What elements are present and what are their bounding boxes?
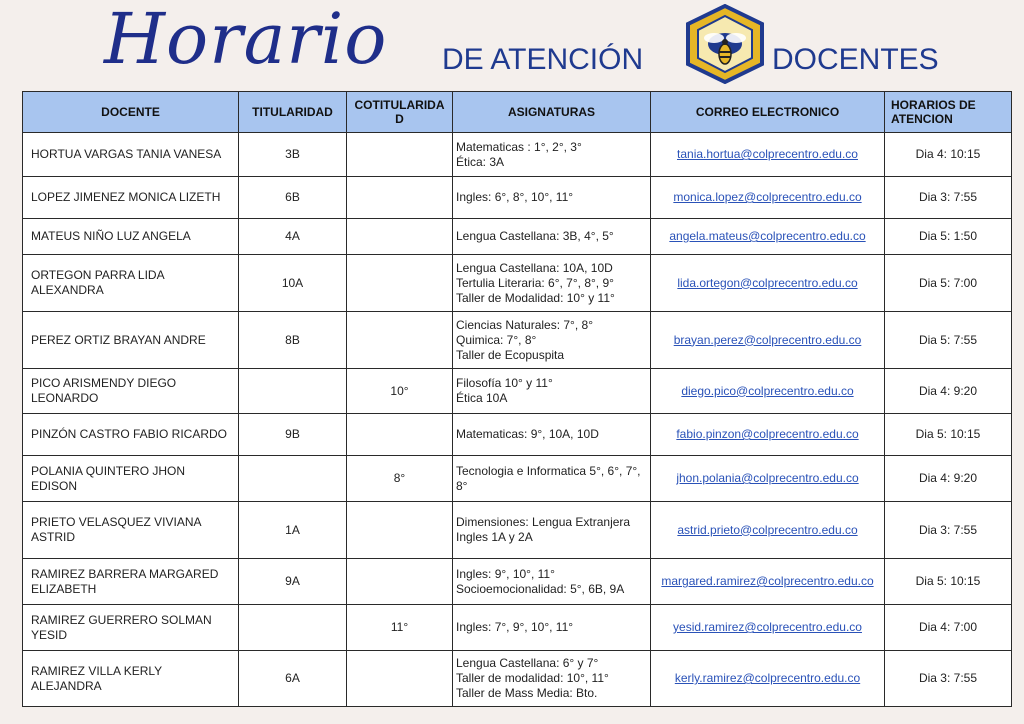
page-header	[0, 0, 1024, 90]
title-de-atencion: DE ATENCIÓN	[442, 43, 644, 76]
cell-cotitularidad	[347, 255, 453, 312]
col-header-asignaturas: ASIGNATURAS	[453, 92, 651, 133]
cell-cotitularidad	[347, 414, 453, 456]
cell-titularidad: 8B	[239, 312, 347, 369]
col-header-cotitularidad: COTITULARIDAD	[347, 92, 453, 133]
cell-horario: Dia 5: 10:15	[885, 559, 1012, 605]
cell-horario: Dia 3: 7:55	[885, 651, 1012, 707]
cell-docente: LOPEZ JIMENEZ MONICA LIZETH	[23, 177, 239, 219]
cell-cotitularidad: 11°	[347, 605, 453, 651]
cell-horario: Dia 5: 10:15	[885, 414, 1012, 456]
table-row	[23, 219, 1012, 255]
cell-docente: RAMIREZ GUERRERO SOLMAN YESID	[23, 605, 239, 651]
cell-docente: RAMIREZ BARRERA MARGARED ELIZABETH	[23, 559, 239, 605]
cell-horario: Dia 3: 7:55	[885, 177, 1012, 219]
cell-correo-link[interactable]: jhon.polania@colprecentro.edu.co	[651, 456, 885, 502]
table-row	[23, 605, 1012, 651]
cell-docente: PICO ARISMENDY DIEGO LEONARDO	[23, 369, 239, 414]
cell-titularidad: 1A	[239, 502, 347, 559]
cell-asignaturas: Ingles: 7°, 9°, 10°, 11°	[453, 605, 651, 651]
cell-titularidad: 4A	[239, 219, 347, 255]
teacher-schedule-table	[22, 91, 1012, 707]
cell-cotitularidad	[347, 502, 453, 559]
cell-cotitularidad	[347, 312, 453, 369]
table-row	[23, 255, 1012, 312]
cell-horario: Dia 4: 7:00	[885, 605, 1012, 651]
cell-correo-link[interactable]: kerly.ramirez@colprecentro.edu.co	[651, 651, 885, 707]
cell-correo-link[interactable]: angela.mateus@colprecentro.edu.co	[651, 219, 885, 255]
cell-correo-link[interactable]: brayan.perez@colprecentro.edu.co	[651, 312, 885, 369]
cell-asignaturas: Matematicas : 1°, 2°, 3° Ética: 3A	[453, 133, 651, 177]
cell-horario: Dia 5: 7:00	[885, 255, 1012, 312]
cell-docente: MATEUS NIÑO LUZ ANGELA	[23, 219, 239, 255]
cell-correo-link[interactable]: margared.ramirez@colprecentro.edu.co	[651, 559, 885, 605]
table-row	[23, 651, 1012, 707]
cell-correo-link[interactable]: tania.hortua@colprecentro.edu.co	[651, 133, 885, 177]
cell-titularidad: 9B	[239, 414, 347, 456]
table-row	[23, 559, 1012, 605]
col-header-docente: DOCENTE	[23, 92, 239, 133]
table-row	[23, 369, 1012, 414]
cell-asignaturas: Ciencias Naturales: 7°, 8° Quimica: 7°, 8° Taller de Ecopuspita	[453, 312, 651, 369]
cell-titularidad	[239, 456, 347, 502]
table-header-row	[23, 92, 1012, 133]
cell-titularidad: 9A	[239, 559, 347, 605]
col-header-horarios: HORARIOS DE ATENCION	[885, 92, 1012, 133]
col-header-titularidad: TITULARIDAD	[239, 92, 347, 133]
school-crest-bee-icon	[684, 4, 766, 84]
cell-asignaturas: Tecnologia e Informatica 5°, 6°, 7°, 8°	[453, 456, 651, 502]
cell-correo-link[interactable]: diego.pico@colprecentro.edu.co	[651, 369, 885, 414]
cell-docente: POLANIA QUINTERO JHON EDISON	[23, 456, 239, 502]
table-row	[23, 312, 1012, 369]
cell-horario: Dia 4: 9:20	[885, 456, 1012, 502]
cell-cotitularidad	[347, 559, 453, 605]
cell-titularidad	[239, 369, 347, 414]
cell-cotitularidad	[347, 219, 453, 255]
title-horario: Horario	[104, 0, 388, 80]
cell-correo-link[interactable]: monica.lopez@colprecentro.edu.co	[651, 177, 885, 219]
cell-correo-link[interactable]: astrid.prieto@colprecentro.edu.co	[651, 502, 885, 559]
cell-correo-link[interactable]: fabio.pinzon@colprecentro.edu.co	[651, 414, 885, 456]
cell-asignaturas: Dimensiones: Lengua Extranjera Ingles 1A y 2A	[453, 502, 651, 559]
cell-horario: Dia 3: 7:55	[885, 502, 1012, 559]
table-row	[23, 133, 1012, 177]
cell-cotitularidad: 8°	[347, 456, 453, 502]
cell-asignaturas: Lengua Castellana: 10A, 10D Tertulia Literaria: 6°, 7°, 8°, 9° Taller de Modalidad: 10° y 11°	[453, 255, 651, 312]
table-row	[23, 502, 1012, 559]
cell-cotitularidad	[347, 651, 453, 707]
cell-horario: Dia 4: 9:20	[885, 369, 1012, 414]
cell-docente: PEREZ ORTIZ BRAYAN ANDRE	[23, 312, 239, 369]
cell-docente: PINZÓN CASTRO FABIO RICARDO	[23, 414, 239, 456]
cell-correo-link[interactable]: yesid.ramirez@colprecentro.edu.co	[651, 605, 885, 651]
cell-titularidad: 10A	[239, 255, 347, 312]
cell-titularidad: 6A	[239, 651, 347, 707]
cell-docente: ORTEGON PARRA LIDA ALEXANDRA	[23, 255, 239, 312]
cell-cotitularidad	[347, 177, 453, 219]
cell-asignaturas: Ingles: 9°, 10°, 11° Socioemocionalidad: 5°, 6B, 9A	[453, 559, 651, 605]
table-row	[23, 414, 1012, 456]
cell-asignaturas: Ingles: 6°, 8°, 10°, 11°	[453, 177, 651, 219]
title-docentes: DOCENTES	[772, 43, 939, 76]
cell-cotitularidad	[347, 133, 453, 177]
table-row	[23, 456, 1012, 502]
cell-asignaturas: Matematicas: 9°, 10A, 10D	[453, 414, 651, 456]
cell-titularidad: 3B	[239, 133, 347, 177]
col-header-correo: CORREO ELECTRONICO	[651, 92, 885, 133]
cell-asignaturas: Lengua Castellana: 3B, 4°, 5°	[453, 219, 651, 255]
cell-titularidad: 6B	[239, 177, 347, 219]
cell-asignaturas: Filosofía 10° y 11° Ética 10A	[453, 369, 651, 414]
cell-horario: Dia 5: 7:55	[885, 312, 1012, 369]
cell-asignaturas: Lengua Castellana: 6° y 7° Taller de modalidad: 10°, 11° Taller de Mass Media: Bto.	[453, 651, 651, 707]
cell-correo-link[interactable]: lida.ortegon@colprecentro.edu.co	[651, 255, 885, 312]
cell-docente: HORTUA VARGAS TANIA VANESA	[23, 133, 239, 177]
cell-horario: Dia 4: 10:15	[885, 133, 1012, 177]
cell-docente: PRIETO VELASQUEZ VIVIANA ASTRID	[23, 502, 239, 559]
cell-docente: RAMIREZ VILLA KERLY ALEJANDRA	[23, 651, 239, 707]
cell-titularidad	[239, 605, 347, 651]
table-row	[23, 177, 1012, 219]
cell-cotitularidad: 10°	[347, 369, 453, 414]
cell-horario: Dia 5: 1:50	[885, 219, 1012, 255]
